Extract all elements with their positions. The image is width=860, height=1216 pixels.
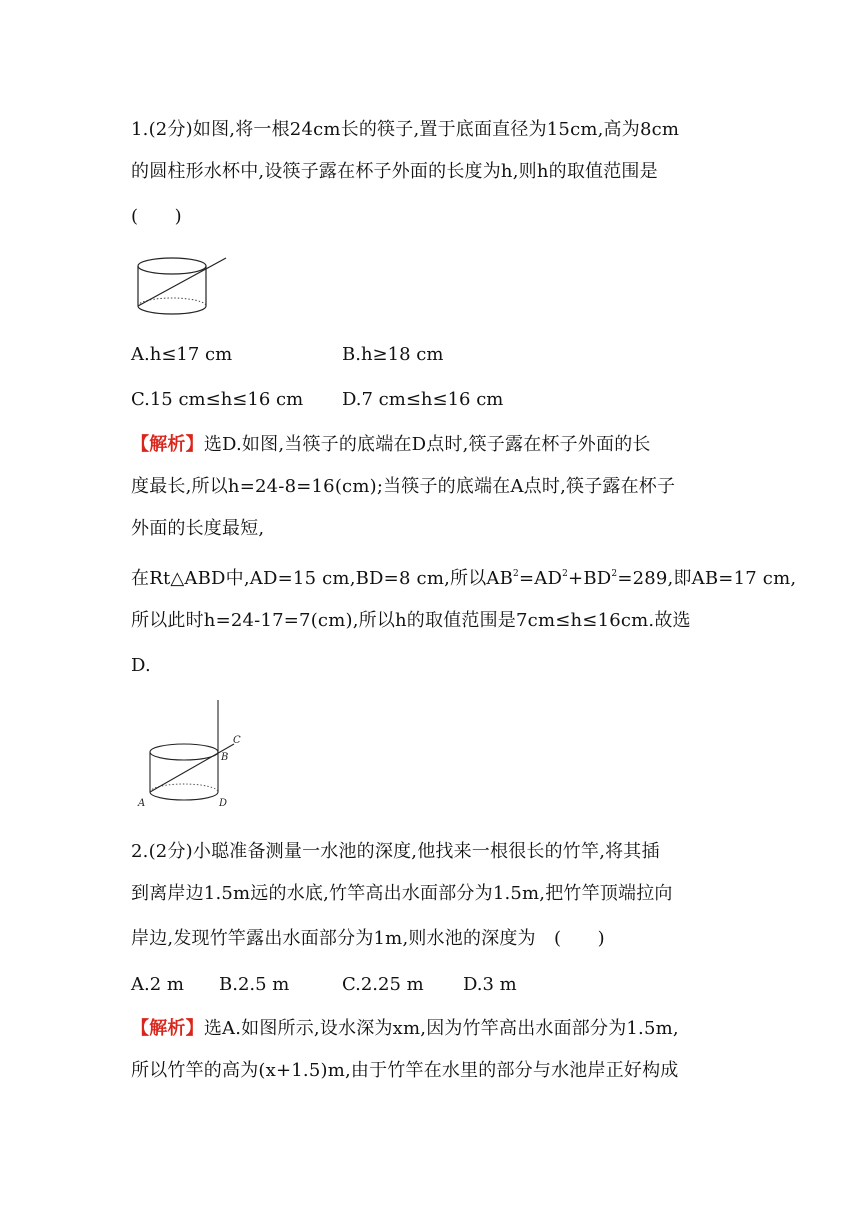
superscript: 2 [562, 569, 569, 579]
cylinder-figure-2 [136, 698, 256, 810]
q1-option-d[interactable]: D.7 cm≤h≤16 cm [342, 389, 504, 410]
superscript: 2 [513, 569, 519, 579]
analysis-tag: 【解析】 [131, 434, 204, 455]
q2-line-1: 2.(2分)小聪准备测量一水池的深度,他找来一根很长的竹竿,将其插 [131, 841, 660, 862]
q1-line-1: 1.(2分)如图,将一根24cm长的筷子,置于底面直径为15cm,高为8cm [131, 119, 680, 140]
q1-analysis-line-2: 度最长,所以h=24-8=16(cm);当筷子的底端在A点时,筷子露在杯子 [131, 476, 676, 497]
q2-option-b[interactable]: B.2.5 m [219, 974, 290, 995]
q1-line-2: 的圆柱形水杯中,设筷子露在杯子外面的长度为h,则h的取值范围是 [131, 161, 658, 182]
label-d: D [219, 798, 228, 809]
q2-analysis-line-1 [131, 1016, 679, 1042]
cylinder-figure-1 [130, 252, 240, 324]
analysis-tag: 【解析】 [131, 1018, 204, 1039]
superscript: 2 [611, 569, 618, 579]
formula-part: =AD [518, 568, 563, 589]
label-b: B [221, 752, 229, 763]
q2-analysis-line-2: 所以竹竿的高为(x+1.5)m,由于竹竿在水里的部分与水池岸正好构成 [131, 1060, 679, 1081]
q1-analysis-line-3: 外面的长度最短, [131, 518, 265, 539]
formula-part: =289,即AB=17 cm, [617, 568, 797, 589]
label-a: A [138, 798, 146, 809]
q1-option-b[interactable]: B.h≥18 cm [342, 344, 444, 365]
q1-analysis-text: 选D.如图,当筷子的底端在D点时,筷子露在杯子外面的长 [203, 434, 651, 455]
formula-part: 在Rt△ABD中,AD=15 cm,BD=8 cm,所以AB [131, 568, 514, 589]
formula-part: +BD [568, 568, 612, 589]
q2-option-c[interactable]: C.2.25 m [342, 974, 424, 995]
q2-option-a[interactable]: A.2 m [131, 974, 184, 995]
q2-analysis-text: 选A.如图所示,设水深为xm,因为竹竿高出水面部分为1.5m, [203, 1018, 679, 1039]
q2-option-d[interactable]: D.3 m [463, 974, 517, 995]
q1-analysis-line-6: D. [131, 655, 151, 676]
q1-analysis-line-1 [131, 432, 651, 458]
q2-line-3: 岸边,发现竹竿露出水面部分为1m,则水池的深度为 ( ) [131, 928, 605, 949]
q1-line-3: ( ) [131, 206, 182, 227]
q1-option-a[interactable]: A.h≤17 cm [131, 344, 233, 365]
q1-analysis-line-4 [131, 566, 796, 592]
q1-option-c[interactable]: C.15 cm≤h≤16 cm [131, 389, 304, 410]
q1-analysis-line-5: 所以此时h=24-17=7(cm),所以h的取值范围是7cm≤h≤16cm.故选 [131, 610, 691, 631]
q2-line-2: 到离岸边1.5m远的水底,竹竿高出水面部分为1.5m,把竹竿顶端拉向 [131, 883, 673, 904]
label-c: C [233, 735, 241, 746]
